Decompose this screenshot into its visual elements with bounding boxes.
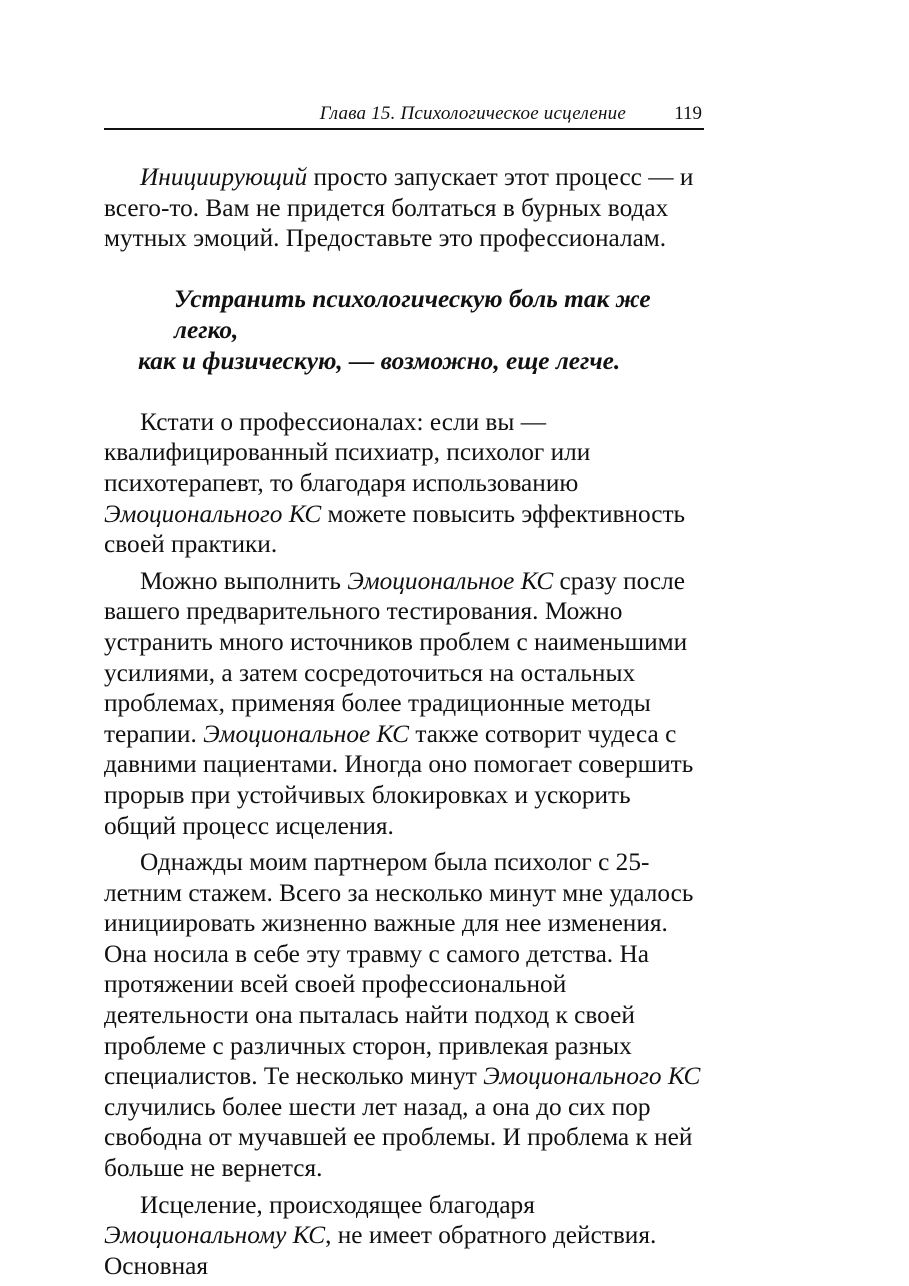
paragraph-text: Кстати о профессионалах: если вы — квалифицированный психиатр, психолог или психотерапевт, то благодаря использованию: [104, 407, 591, 497]
emphasis: Эмоционального КС: [483, 1062, 701, 1091]
paragraph-5: [104, 1190, 704, 1282]
body-text: [104, 162, 704, 1281]
paragraph-text: Исцеление, происходящее благодаря: [140, 1190, 535, 1219]
paragraph-text: просто запускает этот процесс — и всего-то. Вам не придется болтаться в бурных водах мутных эмоций. Предоставьте это профессионалам.: [104, 163, 694, 253]
emphasis: Инициирующий: [140, 163, 308, 191]
paragraph-1: [104, 162, 704, 254]
paragraph-text: можете повысить эффективность своей практики.: [104, 499, 686, 559]
pull-quote-line-2: как и физическую, — возможно, еще легче.: [138, 346, 621, 375]
paragraph-text: Можно выполнить: [140, 566, 348, 595]
emphasis: Эмоциональному КС: [104, 1221, 326, 1250]
emphasis: Эмоциональное КС: [203, 719, 410, 748]
pull-quote: [104, 284, 704, 377]
pull-quote-line-1: Устранить психологическую боль так же легко,: [174, 284, 651, 344]
paragraph-3: [104, 566, 704, 841]
chapter-title: Глава 15. Психологическое исцеление: [319, 103, 626, 124]
paragraph-text: также сотворит чудеса с давними пациентами. Иногда оно помогает совершить прорыв при устойчивых блокировках и ускорить общий процесс исцеления.: [104, 719, 694, 840]
running-header: [104, 98, 704, 130]
page-number: 119: [674, 103, 702, 124]
paragraph-4: [104, 847, 704, 1184]
paragraph-text: Однажды моим партнером была психолог с 25-летним стажем. Всего за несколько минут мне удалось инициировать жизненно важные для нее изменения. Она носила в себе эту травму с самого детства. На протяжении всей своей профессиональной деятельности она пыталась найти подход к своей проблеме с различных сторон, привлекая разных специалистов. Те несколько минут: [104, 848, 694, 1091]
paragraph-text: сразу после вашего предварительного тестирования. Можно устранить много источников проблем с наименьшими усилиями, а затем сосредоточиться на остальных проблемах, применяя более традиционные методы терапии.: [104, 566, 688, 748]
emphasis: Эмоционального КС: [104, 499, 322, 528]
paragraph-2: [104, 407, 704, 560]
paragraph-text: , не имеет обратного действия. Основная: [104, 1221, 657, 1280]
paragraph-text: случились более шести лет назад, а она до сих пор свободна от мучавшей ее проблемы. И проблема к ней больше не вернется.: [104, 1092, 693, 1183]
emphasis: Эмоциональное КС: [347, 566, 554, 595]
